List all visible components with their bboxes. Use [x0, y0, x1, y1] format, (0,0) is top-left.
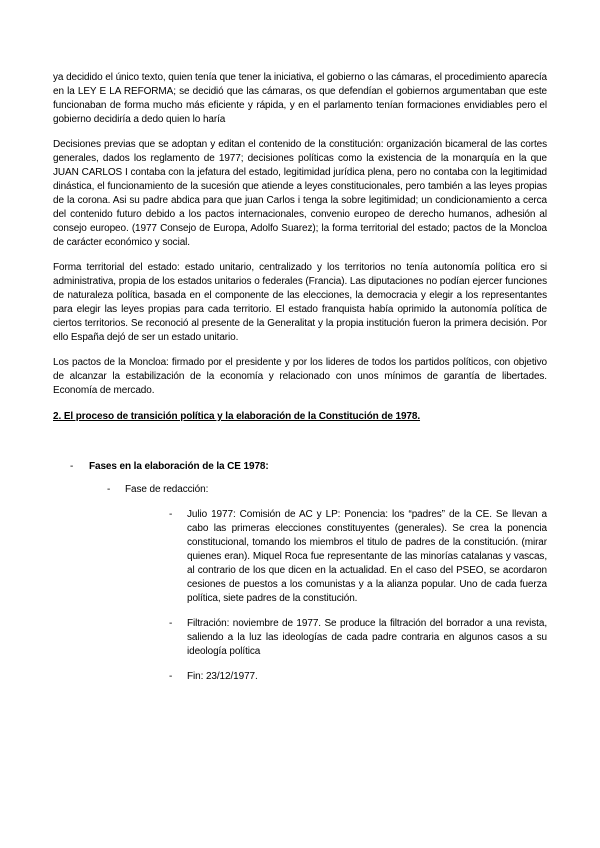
- subphase-item: [53, 483, 547, 497]
- bullet-dash: -: [169, 618, 173, 629]
- bullet-dash: -: [169, 509, 173, 520]
- list-item-text: Filtración: noviembre de 1977. Se produce la filtración del borrador a una revista, saliendo a la luz las ideologías de cada padre contraria en algunos casos a su ideología política: [187, 618, 547, 657]
- section-title: 2. El proceso de transición política y la elaboración de la Constitución de 1978.: [53, 411, 421, 422]
- phases-heading-item: [53, 460, 547, 474]
- phases-heading: Fases en la elaboración de la CE 1978:: [89, 461, 269, 472]
- paragraph-moncloa-pacts: Los pactos de la Moncloa: firmado por el presidente y por los lideres de todos los partidos políticos, con objetivo de alcanzar la estabilización de la economía y relacionado con unos mínimos de garantía de libertades. Economía de mercado.: [53, 357, 547, 396]
- list-item-july-1977: [53, 508, 547, 606]
- paragraph-prior-decisions: Decisiones previas que se adoptan y editan el contenido de la constitución: organización bicameral de las cortes generales, dados los reglamento de 1977; decisiones políticas como la existencia de la monarquía en la que JUAN CARLOS I contaba con la jefatura del estado, legitimidad jurídica plena, pero no contaba con la legitimidad dinástica, el funcionamiento de la sucesión que atiende a leyes constitucionales, pero también a las leyes propias de la corona. Asi su padre abdica para que juan Carlos i tenga la sobre legitimidad; un condicionamiento a cerca del contenido futuro debido a los pactos internacionales, convenio europeo de derecho humanos, adhesión al consejo europeo. (1977 Consejo de Europa, Adolfo Suarez); la forma territorial del estado; pactos de la Moncloa de carácter económico y social.: [53, 139, 547, 248]
- list-item-filtracion: [53, 617, 547, 659]
- document-body: [53, 71, 547, 684]
- list-item-text: Julio 1977: Comisión de AC y LP: Ponencia: los “padres” de la CE. Se llevan a cabo las primeras elecciones constituyentes (generales). Se crea la ponencia constitucional, tomando los miembros el titulo de padres de la constitución. (mirar quienes eran). Miquel Roca fue representante de las minorías catalanas y vascas, al contrario de los que dicen en la actualidad. En el caso del PSEO, se acordaron cesiones de puestos a los comunistas y a la alianza popular. Uno de cada fuerza política, siete padres de la constitución.: [187, 509, 547, 604]
- list-item-fin: [53, 670, 547, 684]
- bullet-dash: -: [169, 671, 173, 682]
- subphase-label: Fase de redacción:: [125, 484, 209, 495]
- bullet-dash: -: [70, 461, 74, 472]
- list-item-text: Fin: 23/12/1977.: [187, 671, 258, 682]
- paragraph-territorial-form: Forma territorial del estado: estado unitario, centralizado y los territorios no tenía autonomía política ero si administrativa, propia de los estados unitarios o federales (Francia). Las diputaciones no podían ejercer funciones de naturaleza política, basada en el componente de las elecciones, la democracia y elegir a los representantes para elegir las leyes propias para cada territorio. El estado franquista había oprimido la autonomía política de ciertos territorios. Se reconoció al presente de la Generalitat y la propia institución fueron la primera decisión. Por ello España dejó de ser un estado unitario.: [53, 262, 547, 343]
- paragraph-procedure: ya decidido el único texto, quien tenía que tener la iniciativa, el gobierno o las cámaras, el procedimiento aparecía en la LEY E LA REFORMA; se decidió que las cámaras, os que defendían el gobiernos argumentaban que este funcionaban de forma mucho más eficiente y rápida, y en el parlamento tenían formaciones envidiables pero el gobierno decidiría a dedo quien lo haría: [53, 72, 547, 125]
- bullet-dash: -: [107, 484, 111, 495]
